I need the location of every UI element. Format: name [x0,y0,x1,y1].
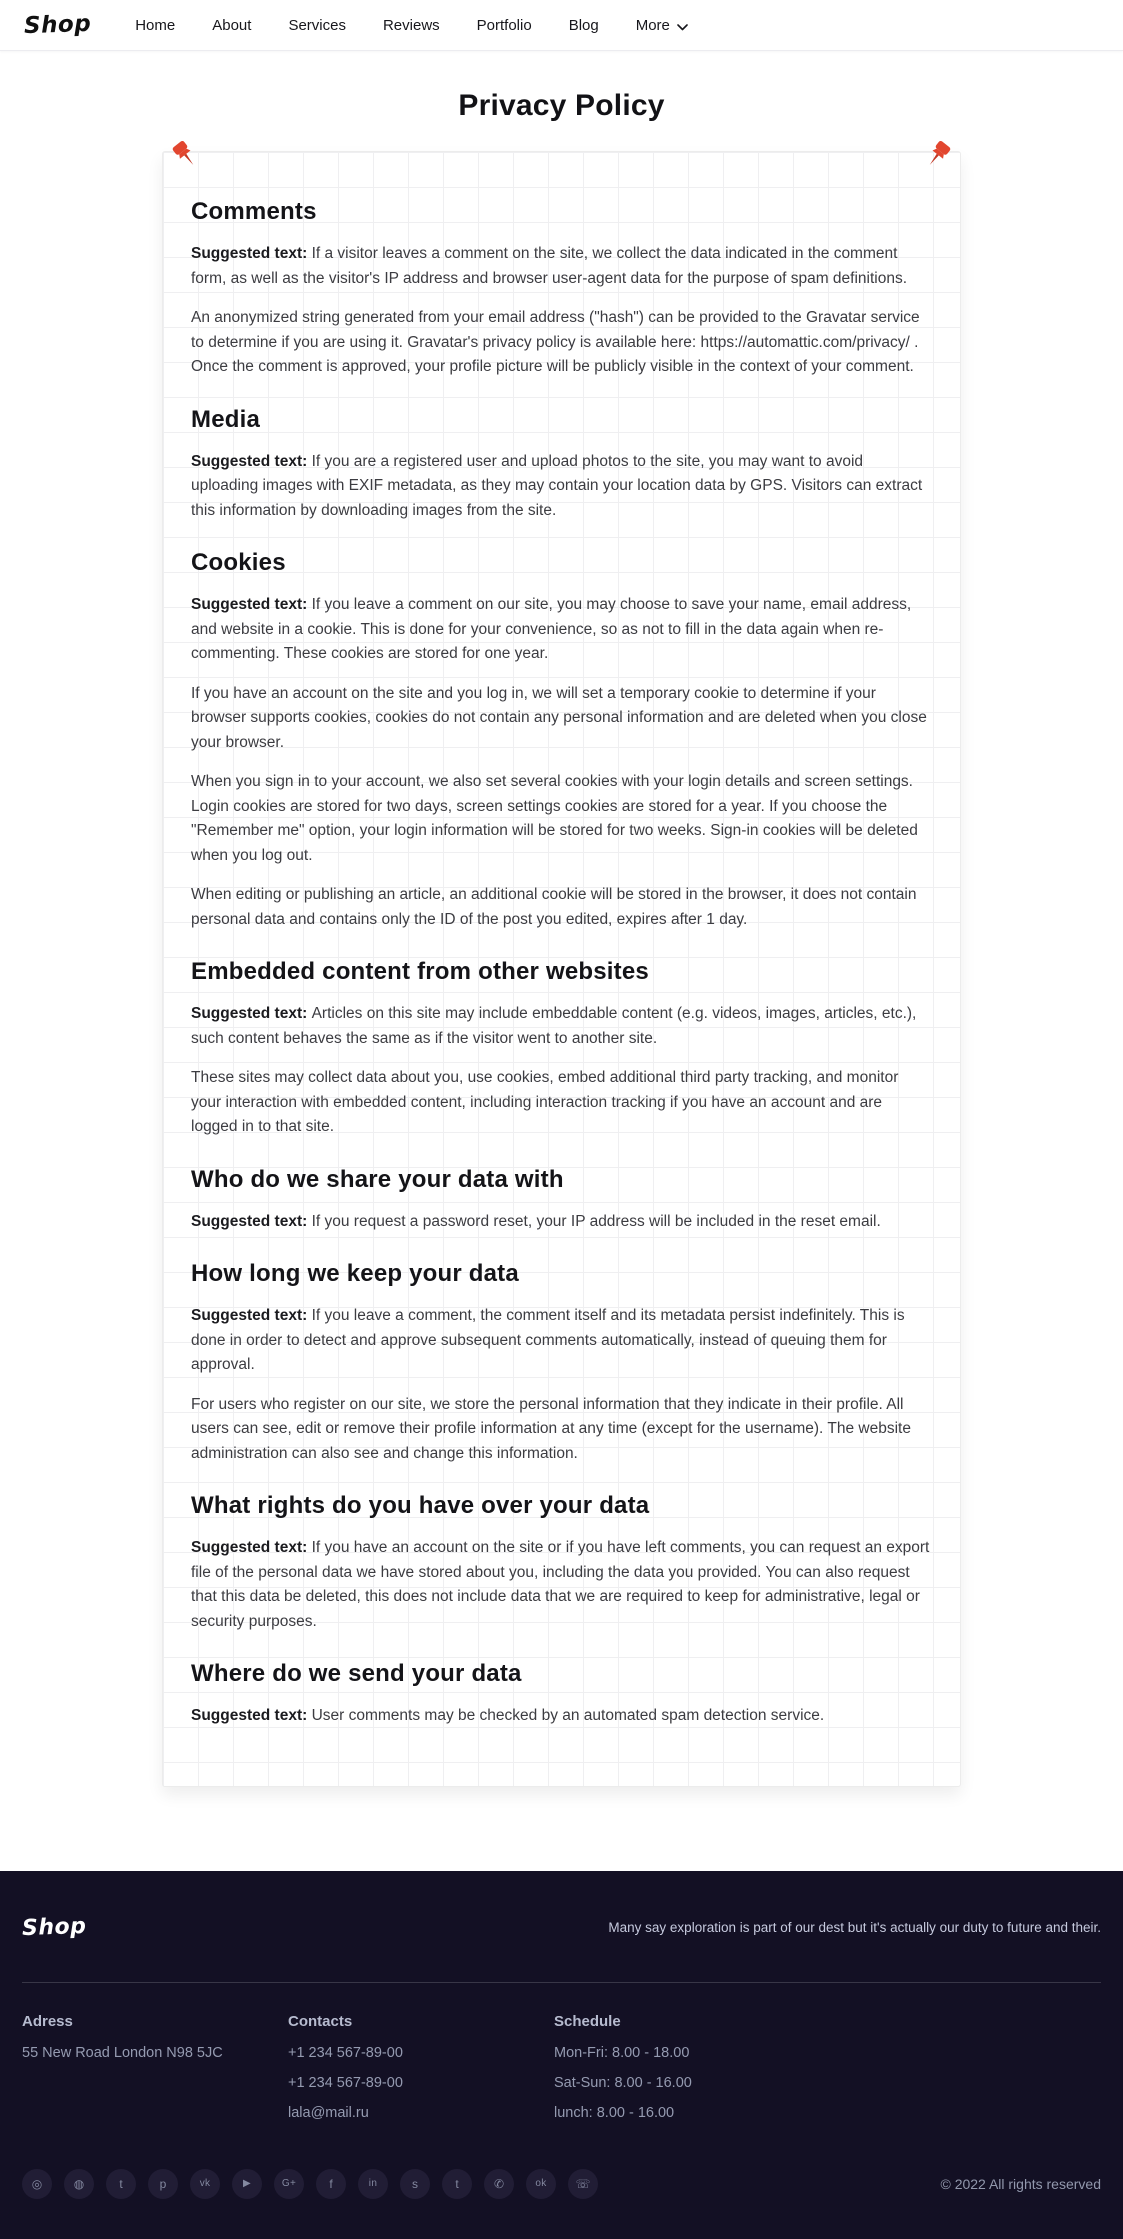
suggested-text-label: Suggested text: [191,1707,312,1724]
footer-contacts-title: Contacts [288,2012,353,2030]
section-comments [191,198,932,380]
snapchat-icon[interactable]: s [400,2169,430,2199]
footer-schedule-line: Mon-Fri: 8.00 - 18.00 [554,2044,690,2061]
footer-schedule-title: Schedule [554,2012,621,2030]
nav-item-more-label: More [635,16,670,34]
section-media [191,406,932,524]
suggested-text-label: Suggested text: [191,245,312,262]
policy-paragraph: If you have an account on the site and you log in, we will set a temporary cookie to determine if your browser supports cookies, cookies do not contain any personal information and are deleted when you close your browser. [191,684,927,751]
policy-card [162,151,961,1787]
section-heading: Media [191,405,261,433]
policy-paragraph: Suggested text: If you are a registered user and upload photos to the site, you may want to avoid uploading images with EXIF metadata, as they may contain your location data by GPS. Visitors can extract this information by downloading images from the site. [191,452,923,519]
policy-paragraph: Suggested text: Articles on this site may include embeddable content (e.g. videos, images, articles, etc.), such content behaves the same as if the visitor went to another site. [191,1005,917,1047]
section-heading: Where do we send your data [191,1660,522,1687]
main-content [0,89,1123,1787]
suggested-text-label: Suggested text: [191,596,312,613]
pinterest-icon[interactable]: p [148,2169,178,2199]
nav-item-blog[interactable]: Blog [568,16,599,34]
policy-paragraph: Suggested text: If you have an account on the site or if you have left comments, you can request an export file of the personal data we have stored about you, including the data you provided. You can also request that this data be deleted, this does not include data that we are required to keep for administrative, legal or security purposes. [191,1539,930,1630]
section-your-rights [191,1492,932,1634]
policy-paragraph: Suggested text: User comments may be checked by an automated spam detection service. [191,1707,825,1724]
youtube-icon[interactable]: ▶ [232,2169,262,2199]
footer-address-column [22,2013,288,2133]
policy-paragraph: Suggested text: If a visitor leaves a comment on the site, we collect the data indicated in the comment form, as well as the visitor's IP address and browser user-agent data for the purpose of spam definitions. [191,245,908,287]
section-heading: What rights do you have over your data [191,1492,650,1519]
nav-item-more[interactable] [636,16,688,35]
footer-schedule-column [554,2013,820,2133]
tumblr-icon[interactable]: t [442,2169,472,2199]
twitter-icon[interactable]: t [106,2169,136,2199]
section-embedded-content [191,958,932,1140]
social-links [22,2169,598,2199]
suggested-text-label: Suggested text: [191,1212,312,1230]
section-where-we-send-data [191,1660,932,1729]
pushpin-icon [169,139,199,173]
nav-item-portfolio[interactable]: Portfolio [476,16,532,34]
policy-paragraph: An anonymized string generated from your email address ("hash") can be provided to the Gravatar service to determine if you are using it. Gravatar's privacy policy is available here: https://automattic.com/privacy/ . Once the comment is approved, your profile picture will be publicly visible in the context of your comment. [191,309,920,375]
suggested-text-label: Suggested text: [191,1539,312,1556]
whatsapp-icon[interactable]: ☏ [568,2169,598,2199]
footer-address-line: 55 New Road London N98 5JC [22,2044,223,2061]
footer-address-title: Adress [22,2012,73,2030]
section-heading: Embedded content from other websites [191,958,649,985]
section-heading: How long we keep your data [191,1260,519,1287]
footer-schedule-line: Sat-Sun: 8.00 - 16.00 [554,2074,692,2091]
linkedin-icon[interactable]: in [358,2169,388,2199]
section-cookies [191,549,932,932]
footer-logo[interactable]: Shop [21,1913,87,1941]
vk-icon[interactable]: vk [190,2169,220,2199]
policy-paragraph: When you sign in to your account, we also set several cookies with your login details and screen settings. Login cookies are stored for two days, screen settings cookies are stored for a year. If you choose the "Remember me" option, your login information will be stored for two weeks. Sign-in cookies will be deleted when you log out. [191,773,918,864]
policy-paragraph: For users who register on our site, we store the personal information that they indicate in their profile. All users can see, edit or remove their profile information at any time (except for the username). The website administration can also see and change this information. [191,1395,911,1462]
nav-item-about[interactable]: About [212,16,252,34]
pushpin-icon [924,139,954,173]
footer-phone-link[interactable]: +1 234 567-89-00 [288,2074,403,2091]
nav-item-home[interactable]: Home [135,16,176,34]
policy-paragraph: Suggested text: If you leave a comment, the comment itself and its metadata persist indefinitely. This is done in order to detect and approve subsequent comments automatically, instead of queuing them for approval. [191,1307,905,1373]
google-plus-icon[interactable]: G+ [274,2169,304,2199]
suggested-text-label: Suggested text: [191,452,312,470]
facebook-icon[interactable]: f [316,2169,346,2199]
site-logo[interactable]: Shop [23,10,92,40]
section-heading: Cookies [191,549,286,576]
viber-icon[interactable]: ✆ [484,2169,514,2199]
policy-paragraph: Suggested text: If you request a password reset, your IP address will be included in the reset email. [191,1212,881,1230]
dribbble-icon[interactable]: ◍ [64,2169,94,2199]
footer-phone-link[interactable]: +1 234 567-89-00 [288,2044,403,2061]
section-who-we-share-with [191,1166,932,1235]
odnoklassniki-icon[interactable]: ok [526,2169,556,2199]
footer-tagline: Many say exploration is part of our dest but it's actually our duty to future and their. [608,1919,1101,1935]
section-how-long-we-keep-data [191,1260,932,1466]
footer [0,1871,1123,2239]
page-title: Privacy Policy [458,89,665,122]
main-nav [135,16,688,35]
nav-item-reviews[interactable]: Reviews [382,16,440,34]
policy-paragraph: When editing or publishing an article, an additional cookie will be stored in the browser, it does not contain personal data and contains only the ID of the post you edited, expires after 1 day. [191,886,917,928]
chevron-down-icon [677,18,688,35]
top-navbar [0,0,1123,51]
policy-paragraph: Suggested text: If you leave a comment on our site, you may choose to save your name, email address, and website in a cookie. This is done for your convenience, so as not to fill in the data again when re-commenting. These cookies are stored for one year. [191,596,912,662]
nav-item-services[interactable]: Services [288,16,346,34]
footer-email-link[interactable]: lala@mail.ru [288,2104,369,2121]
section-heading: Comments [191,198,317,225]
footer-contacts-column [288,2013,554,2133]
suggested-text-label: Suggested text: [191,1307,312,1324]
suggested-text-label: Suggested text: [191,1005,312,1022]
instagram-icon[interactable]: ◎ [22,2169,52,2199]
footer-schedule-line: lunch: 8.00 - 16.00 [554,2104,675,2121]
policy-paragraph: These sites may collect data about you, use cookies, embed additional third party tracking, and monitor your interaction with embedded content, including interaction tracking if you have an account and are logged in to that site. [191,1069,899,1135]
copyright-text: © 2022 All rights reserved [940,2175,1101,2192]
section-heading: Who do we share your data with [191,1165,564,1193]
